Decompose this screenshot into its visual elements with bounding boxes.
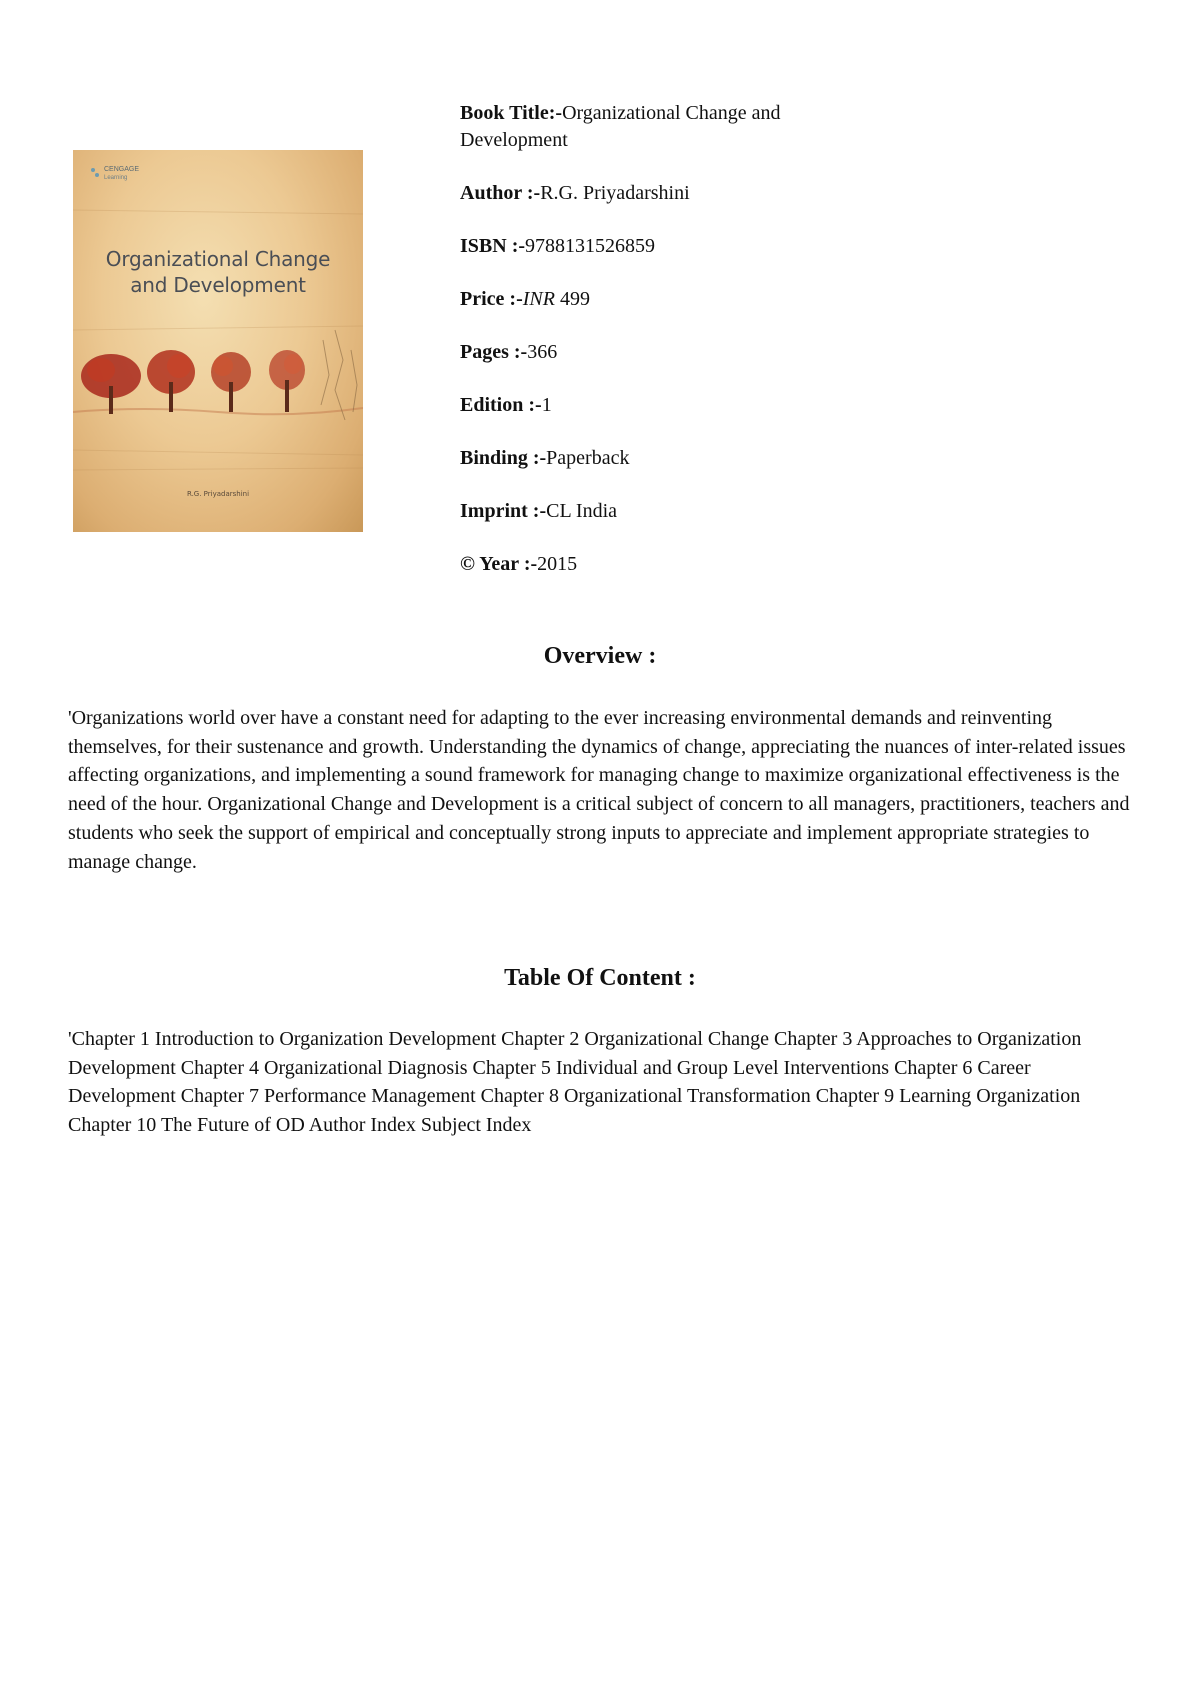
detail-author-value: R.G. Priyadarshini <box>540 182 690 204</box>
overview-text: 'Organizations world over have a constant need for adapting to the ever increasing environmental demands and reinventing themselves, for their sustenance and growth. Understanding the dynamics of change, appreciating the nuances of inter-related issues affecting organizations, and implementing a sound framework for managing change to maximize organizational effectiveness is the need of the hour. Organizational Change and Development is a critical subject of concern to all managers, practitioners, teachers and students who seek the support of empirical and conceptually strong inputs to appreciate and implement appropriate strategies to manage change. <box>68 707 1130 873</box>
detail-isbn-label: ISBN :- <box>460 235 526 257</box>
detail-author <box>460 180 880 207</box>
cover-title <box>73 246 363 298</box>
detail-pages-label: Pages :- <box>460 341 528 363</box>
toc-text: 'Chapter 1 Introduction to Organization Development Chapter 2 Organizational Change Chapter 3 Approaches to Organization Development Chapter 4 Organizational Diagnosis Chapter 5 Individual and Group Level Interventions Chapter 6 Career Development Chapter 7 Performance Management Chapter 8 Organizational Transformation Chapter 9 Learning Organization Chapter 10 The Future of OD Author Index Subject Index <box>68 1028 1082 1137</box>
detail-imprint-value: CL India <box>546 500 618 522</box>
detail-year <box>460 551 880 578</box>
publisher-brand: CENGAGE <box>104 166 140 173</box>
tree-2 <box>147 350 195 412</box>
detail-isbn-value: 9788131526859 <box>525 235 656 257</box>
detail-edition-label: Edition :- <box>460 394 542 416</box>
detail-binding <box>460 445 880 472</box>
detail-price-label: Price :- <box>460 288 523 310</box>
cover-author: R.G. Priyadarshini <box>186 490 250 498</box>
detail-price <box>460 286 880 313</box>
detail-edition-value: 1 <box>541 394 552 416</box>
detail-pages-value: 366 <box>527 341 558 363</box>
cover-artwork <box>73 150 363 532</box>
detail-title-value: Organizational Change and Development <box>460 102 781 151</box>
detail-binding-label: Binding :- <box>460 447 547 469</box>
detail-edition <box>460 392 880 419</box>
detail-author-label: Author :- <box>460 182 541 204</box>
publisher-mark-icon <box>91 168 100 177</box>
detail-imprint-label: Imprint :- <box>460 500 547 522</box>
detail-isbn <box>460 233 880 260</box>
toc-heading: Table Of Content : <box>504 965 696 991</box>
book-cover-image <box>73 150 363 532</box>
cover-title-line-1: Organizational Change <box>105 247 331 271</box>
tree-3 <box>211 352 251 412</box>
cover-title-line-2: and Development <box>130 273 306 297</box>
detail-title <box>460 100 880 154</box>
book-details <box>460 100 880 604</box>
detail-binding-value: Paperback <box>546 447 630 469</box>
tree-4 <box>269 350 305 412</box>
detail-year-label: © Year :- <box>460 553 538 575</box>
detail-price-currency: INR <box>522 288 555 310</box>
publisher-logo <box>91 166 139 182</box>
detail-imprint <box>460 498 880 525</box>
overview-heading: Overview : <box>543 643 657 669</box>
publisher-sub: Learning <box>104 175 128 181</box>
detail-title-label: Book Title:- <box>460 102 563 124</box>
detail-pages <box>460 339 880 366</box>
detail-year-value: 2015 <box>537 553 578 575</box>
tree-1 <box>81 354 141 414</box>
detail-price-value: 499 <box>554 288 590 310</box>
